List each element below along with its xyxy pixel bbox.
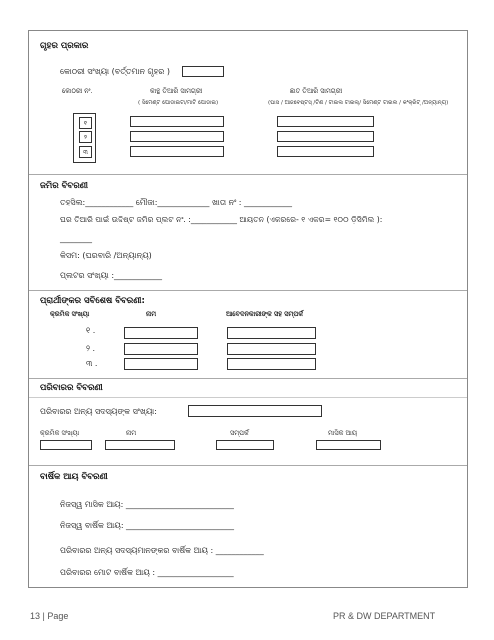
wall-options: ( ସିମେଣ୍ଟ ପୋଡାଇଟା/ମାଟି ପୋଡାଇ)	[138, 100, 219, 106]
beneficiary-relation-field-3[interactable]	[227, 358, 316, 370]
family-relation-field[interactable]	[216, 440, 274, 450]
family-name-field[interactable]	[105, 440, 175, 450]
total-annual-income: ପରିବାରର ମୋଟ ବାର୍ଷିକ ଆୟ : ___________________	[60, 568, 234, 577]
beneficiary-row-3: ୩ .	[86, 359, 98, 368]
family-col-income: ମାସିକ ଆୟ	[328, 429, 358, 437]
room-count-label: କୋଠରୀ ସଂଖ୍ୟା (ବର୍ତ୍ତମାନ ଗୃହର )	[60, 67, 171, 76]
wall-material-label: କାନ୍ଥ ତିଆରି ସାମଗ୍ରୀ	[150, 87, 203, 95]
divider	[29, 378, 467, 379]
family-serial-field[interactable]	[40, 440, 92, 450]
beneficiary-relation-field-2[interactable]	[227, 343, 316, 355]
wall-material-field-2[interactable]	[130, 131, 224, 142]
family-col-serial: କ୍ରମିକ ସଂଖ୍ୟା	[40, 429, 80, 437]
room-no-3: ୩	[79, 146, 92, 158]
house-type-heading: ଗୃହର ପ୍ରକାର	[40, 41, 89, 51]
own-annual-income: ନିଜସ୍ୱ ବାର୍ଷିକ ଆୟ: ___________________________	[60, 521, 235, 530]
plot-count-label: ପ୍ଲଟର ସଂଖ୍ୟା :____________	[60, 271, 163, 280]
roof-material-label: ଛାତ ତିଆରି ସାମଗ୍ରୀ	[290, 87, 343, 95]
beneficiary-relation-field-1[interactable]	[227, 327, 316, 339]
divider	[29, 397, 467, 398]
family-members-label: ପରିବାରର ଅନ୍ୟ ସଦସ୍ୟଙ୍କ ସଂଖ୍ୟା:	[40, 407, 157, 416]
beneficiary-col-name: ନାମ	[146, 310, 157, 318]
divider	[29, 465, 467, 466]
land-line-2: ଘର ତିଆରି ପାଇଁ ଉଦ୍ଦିଷ୍ଟ ଜମିର ପ୍ଲଟ ନଂ. :____________ ଆୟତନ (ଏକରରେ- ୧ ଏକର= ୧୦୦ ଡ଼ିସିମିଲ ):	[60, 215, 383, 224]
divider	[29, 174, 467, 175]
land-line-2b: ________	[60, 234, 92, 243]
land-type-label: କିସମ: (ଘରବାରି /ଅନ୍ୟାନ୍ୟ)	[60, 251, 152, 260]
room-count-field[interactable]	[182, 66, 224, 77]
beneficiary-row-1: ୧ .	[86, 326, 96, 335]
family-income-field[interactable]	[316, 440, 381, 450]
room-no-1: ୧	[79, 117, 92, 129]
family-col-relation: ସମ୍ପର୍କ	[230, 429, 249, 437]
family-members-field[interactable]	[188, 405, 322, 417]
department-name: PR & DW DEPARTMENT	[333, 611, 436, 621]
wall-material-field-1[interactable]	[130, 116, 224, 127]
beneficiary-name-field-3[interactable]	[124, 358, 198, 370]
own-monthly-income: ନିଜସ୍ୱ ମାସିକ ଆୟ: ___________________________	[60, 500, 234, 509]
wall-material-field-3[interactable]	[130, 146, 224, 157]
roof-material-field-1[interactable]	[277, 116, 374, 127]
roof-options: (ଘାସ / ଆଜବେଷ୍ଟସ୍ /ଟିଣ / ଟାଇଲ ଟାଇଲ୍/ ସିମେଣ୍ଟ ଟାଇଲ / କଂକ୍ରିଟ୍ /ଅନ୍ୟାନ୍ୟ)	[268, 100, 449, 106]
beneficiary-name-field-2[interactable]	[124, 343, 198, 355]
divider	[29, 290, 467, 291]
others-annual-income: ପରିବାରର ଅନ୍ୟ ସଦସ୍ୟମାନଙ୍କର ବାର୍ଷିକ ଆୟ : ____________	[60, 546, 264, 555]
roof-material-field-3[interactable]	[277, 146, 374, 157]
page-number: 13 | Page	[30, 611, 69, 621]
beneficiary-col-relation: ଆବେଦନକାରୀଙ୍କ ସହ ସମ୍ପର୍କ	[226, 310, 304, 318]
beneficiary-heading: ପ୍ରାର୍ଥୀଙ୍କର ସବିଶେଷ ବିବରଣୀ:	[40, 296, 145, 306]
room-no-label: କୋଠରୀ ନଂ.	[62, 87, 93, 95]
family-heading: ପରିବାରର ବିବରଣୀ	[40, 383, 103, 393]
beneficiary-row-2: ୨ .	[86, 344, 96, 353]
room-no-2: ୨	[79, 131, 92, 143]
roof-material-field-2[interactable]	[277, 131, 374, 142]
income-heading: ବାର୍ଷିକ ଆୟ ବିବରଣୀ	[40, 472, 108, 482]
land-heading: ଜମିର ବିବରଣୀ	[40, 181, 88, 191]
land-line-1: ତହସିଲ:____________ ମୌଜା:_____________ ଖାତା ନଂ : ____________	[60, 198, 293, 207]
beneficiary-name-field-1[interactable]	[124, 327, 198, 339]
beneficiary-col-serial: କ୍ରମିକ ସଂଖ୍ୟା	[50, 310, 90, 318]
family-col-name: ନାମ	[126, 429, 137, 437]
